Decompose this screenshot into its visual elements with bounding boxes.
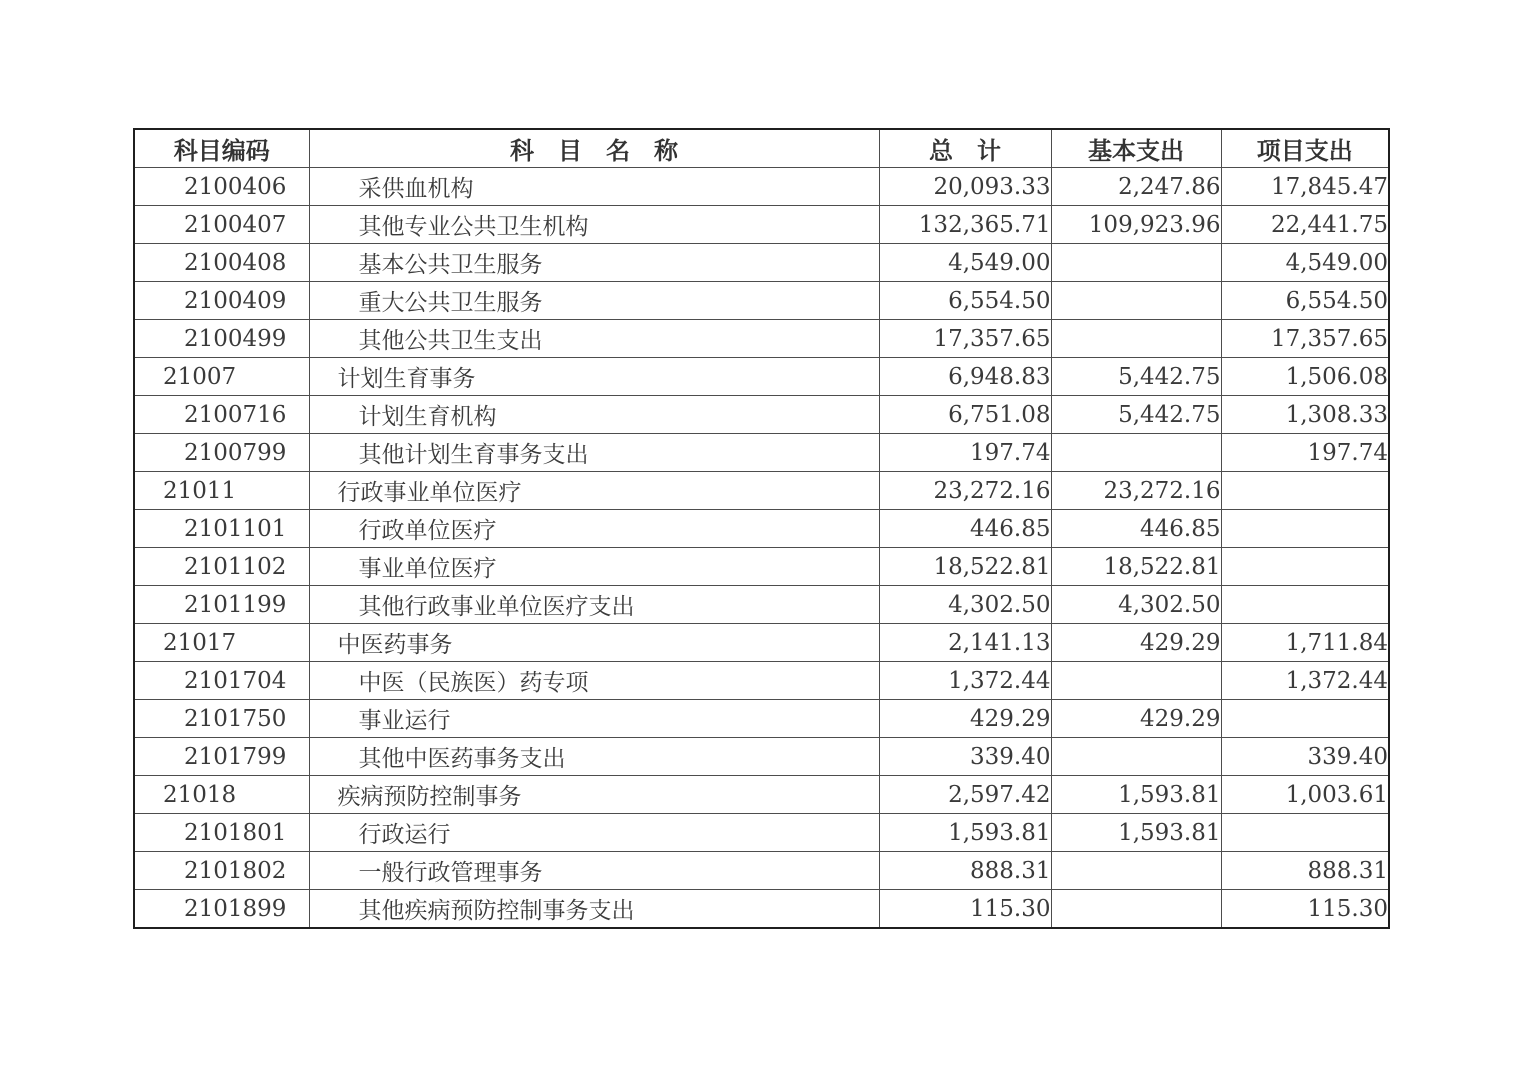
project-cell: 17,357.65 bbox=[1221, 320, 1389, 358]
project-cell: 339.40 bbox=[1221, 738, 1389, 776]
name-cell: 行政事业单位医疗 bbox=[309, 472, 879, 510]
project-cell: 17,845.47 bbox=[1221, 168, 1389, 206]
total-cell: 17,357.65 bbox=[879, 320, 1051, 358]
name-cell: 一般行政管理事务 bbox=[309, 852, 879, 890]
total-cell: 6,554.50 bbox=[879, 282, 1051, 320]
basic-cell bbox=[1051, 890, 1221, 929]
basic-cell: 5,442.75 bbox=[1051, 358, 1221, 396]
table-row bbox=[134, 434, 1389, 472]
name-cell: 行政运行 bbox=[309, 814, 879, 852]
table-body bbox=[134, 168, 1389, 929]
total-cell: 888.31 bbox=[879, 852, 1051, 890]
basic-cell: 23,272.16 bbox=[1051, 472, 1221, 510]
name-cell: 其他中医药事务支出 bbox=[309, 738, 879, 776]
code-cell: 2101802 bbox=[134, 852, 309, 890]
column-header-basic: 基本支出 bbox=[1051, 129, 1221, 168]
total-cell: 4,549.00 bbox=[879, 244, 1051, 282]
column-header-total: 总 计 bbox=[879, 129, 1051, 168]
basic-cell bbox=[1051, 434, 1221, 472]
table-row bbox=[134, 586, 1389, 624]
budget-expenditure-table bbox=[133, 128, 1390, 929]
table-row bbox=[134, 776, 1389, 814]
total-cell: 1,372.44 bbox=[879, 662, 1051, 700]
table-row bbox=[134, 624, 1389, 662]
project-cell bbox=[1221, 586, 1389, 624]
table-row bbox=[134, 738, 1389, 776]
total-cell: 18,522.81 bbox=[879, 548, 1051, 586]
total-cell: 6,751.08 bbox=[879, 396, 1051, 434]
code-cell: 2101102 bbox=[134, 548, 309, 586]
code-cell: 2101101 bbox=[134, 510, 309, 548]
basic-cell: 5,442.75 bbox=[1051, 396, 1221, 434]
basic-cell: 18,522.81 bbox=[1051, 548, 1221, 586]
name-cell: 其他行政事业单位医疗支出 bbox=[309, 586, 879, 624]
table-row bbox=[134, 244, 1389, 282]
project-cell: 22,441.75 bbox=[1221, 206, 1389, 244]
code-cell: 2101199 bbox=[134, 586, 309, 624]
code-cell: 2100408 bbox=[134, 244, 309, 282]
code-cell: 2101899 bbox=[134, 890, 309, 929]
code-cell: 2100499 bbox=[134, 320, 309, 358]
basic-cell: 109,923.96 bbox=[1051, 206, 1221, 244]
project-cell: 4,549.00 bbox=[1221, 244, 1389, 282]
table-row bbox=[134, 814, 1389, 852]
total-cell: 339.40 bbox=[879, 738, 1051, 776]
code-cell: 2100407 bbox=[134, 206, 309, 244]
name-cell: 其他专业公共卫生机构 bbox=[309, 206, 879, 244]
basic-cell bbox=[1051, 738, 1221, 776]
table-row bbox=[134, 510, 1389, 548]
name-cell: 基本公共卫生服务 bbox=[309, 244, 879, 282]
project-cell: 1,003.61 bbox=[1221, 776, 1389, 814]
basic-cell: 429.29 bbox=[1051, 700, 1221, 738]
table-row bbox=[134, 168, 1389, 206]
project-cell bbox=[1221, 548, 1389, 586]
code-cell: 21011 bbox=[134, 472, 309, 510]
total-cell: 2,597.42 bbox=[879, 776, 1051, 814]
total-cell: 1,593.81 bbox=[879, 814, 1051, 852]
basic-cell: 1,593.81 bbox=[1051, 814, 1221, 852]
name-cell: 事业单位医疗 bbox=[309, 548, 879, 586]
name-cell: 中医（民族医）药专项 bbox=[309, 662, 879, 700]
total-cell: 115.30 bbox=[879, 890, 1051, 929]
project-cell: 115.30 bbox=[1221, 890, 1389, 929]
header-row bbox=[134, 129, 1389, 168]
name-cell: 计划生育机构 bbox=[309, 396, 879, 434]
code-cell: 2101704 bbox=[134, 662, 309, 700]
total-cell: 2,141.13 bbox=[879, 624, 1051, 662]
project-cell bbox=[1221, 814, 1389, 852]
code-cell: 2100799 bbox=[134, 434, 309, 472]
table-row bbox=[134, 358, 1389, 396]
table-row bbox=[134, 206, 1389, 244]
code-cell: 21007 bbox=[134, 358, 309, 396]
project-cell: 1,372.44 bbox=[1221, 662, 1389, 700]
project-cell: 1,506.08 bbox=[1221, 358, 1389, 396]
code-cell: 21018 bbox=[134, 776, 309, 814]
table-row bbox=[134, 320, 1389, 358]
code-cell: 2100406 bbox=[134, 168, 309, 206]
basic-cell: 4,302.50 bbox=[1051, 586, 1221, 624]
code-cell: 2101801 bbox=[134, 814, 309, 852]
table-header bbox=[134, 129, 1389, 168]
basic-cell bbox=[1051, 320, 1221, 358]
table-row bbox=[134, 472, 1389, 510]
project-cell bbox=[1221, 510, 1389, 548]
total-cell: 429.29 bbox=[879, 700, 1051, 738]
basic-cell bbox=[1051, 244, 1221, 282]
code-cell: 2100716 bbox=[134, 396, 309, 434]
project-cell bbox=[1221, 472, 1389, 510]
name-cell: 中医药事务 bbox=[309, 624, 879, 662]
table-row bbox=[134, 700, 1389, 738]
name-cell: 事业运行 bbox=[309, 700, 879, 738]
column-header-project: 项目支出 bbox=[1221, 129, 1389, 168]
table-row bbox=[134, 662, 1389, 700]
project-cell: 888.31 bbox=[1221, 852, 1389, 890]
basic-cell: 2,247.86 bbox=[1051, 168, 1221, 206]
basic-cell: 1,593.81 bbox=[1051, 776, 1221, 814]
project-cell bbox=[1221, 700, 1389, 738]
total-cell: 6,948.83 bbox=[879, 358, 1051, 396]
total-cell: 20,093.33 bbox=[879, 168, 1051, 206]
total-cell: 4,302.50 bbox=[879, 586, 1051, 624]
name-cell: 其他疾病预防控制事务支出 bbox=[309, 890, 879, 929]
column-header-code: 科目编码 bbox=[134, 129, 309, 168]
name-cell: 计划生育事务 bbox=[309, 358, 879, 396]
total-cell: 197.74 bbox=[879, 434, 1051, 472]
name-cell: 重大公共卫生服务 bbox=[309, 282, 879, 320]
name-cell: 采供血机构 bbox=[309, 168, 879, 206]
table-row bbox=[134, 282, 1389, 320]
total-cell: 132,365.71 bbox=[879, 206, 1051, 244]
code-cell: 2101750 bbox=[134, 700, 309, 738]
table-row bbox=[134, 548, 1389, 586]
basic-cell: 429.29 bbox=[1051, 624, 1221, 662]
name-cell: 其他公共卫生支出 bbox=[309, 320, 879, 358]
code-cell: 2101799 bbox=[134, 738, 309, 776]
project-cell: 197.74 bbox=[1221, 434, 1389, 472]
name-cell: 其他计划生育事务支出 bbox=[309, 434, 879, 472]
project-cell: 1,711.84 bbox=[1221, 624, 1389, 662]
table-row bbox=[134, 852, 1389, 890]
basic-cell bbox=[1051, 662, 1221, 700]
basic-cell bbox=[1051, 852, 1221, 890]
project-cell: 1,308.33 bbox=[1221, 396, 1389, 434]
table-row bbox=[134, 890, 1389, 929]
basic-cell: 446.85 bbox=[1051, 510, 1221, 548]
table-row bbox=[134, 396, 1389, 434]
column-header-name: 科 目 名 称 bbox=[309, 129, 879, 168]
name-cell: 疾病预防控制事务 bbox=[309, 776, 879, 814]
total-cell: 446.85 bbox=[879, 510, 1051, 548]
name-cell: 行政单位医疗 bbox=[309, 510, 879, 548]
code-cell: 21017 bbox=[134, 624, 309, 662]
basic-cell bbox=[1051, 282, 1221, 320]
code-cell: 2100409 bbox=[134, 282, 309, 320]
total-cell: 23,272.16 bbox=[879, 472, 1051, 510]
project-cell: 6,554.50 bbox=[1221, 282, 1389, 320]
